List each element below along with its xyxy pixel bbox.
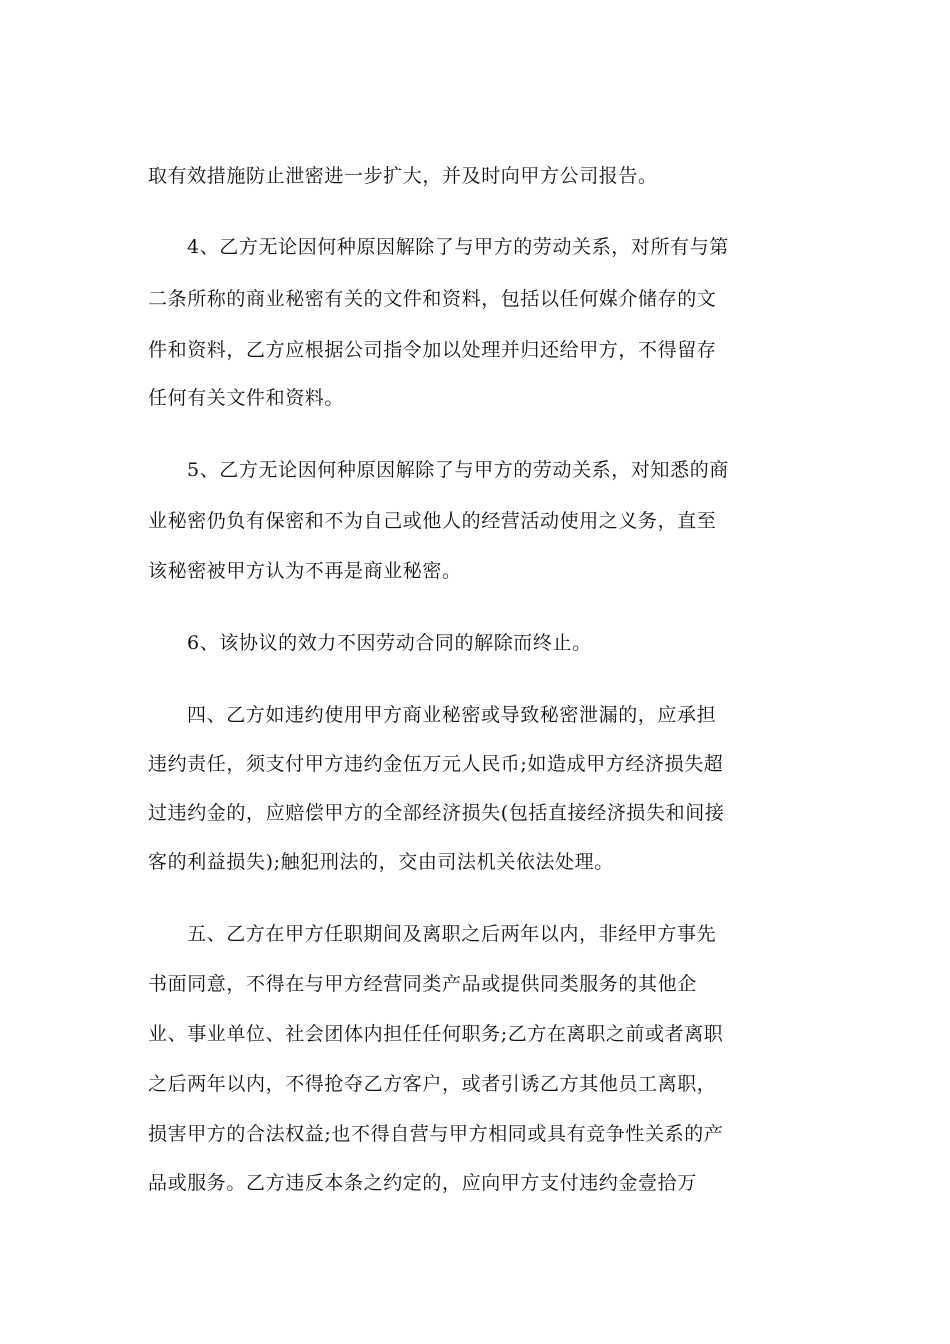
text-line: 件和资料，乙方应根据公司指令加以处理并归还给甲方，不得留存	[148, 339, 717, 361]
text-line: 5、乙方无论因何种原因解除了与甲方的劳动关系，对知悉的商	[187, 459, 729, 481]
text-line: 4、乙方无论因何种原因解除了与甲方的劳动关系，对所有与第	[187, 236, 729, 258]
text-line: 该秘密被甲方认为不再是商业秘密。	[148, 560, 462, 582]
text-line: 取有效措施防止泄密进一步扩大，并及时向甲方公司报告。	[148, 165, 658, 187]
text-line: 五、乙方在甲方任职期间及离职之后两年以内，非经甲方事先	[187, 923, 717, 945]
text-line: 品或服务。乙方违反本条之约定的，应向甲方支付违约金壹拾万	[148, 1172, 697, 1194]
text-line: 四、乙方如违约使用甲方商业秘密或导致秘密泄漏的，应承担	[187, 704, 717, 726]
text-line: 二条所称的商业秘密有关的文件和资料，包括以任何媒介储存的文	[148, 288, 717, 310]
text-line: 损害甲方的合法权益;也不得自营与甲方相同或具有竞争性关系的产	[148, 1123, 724, 1145]
text-line: 书面同意，不得在与甲方经营同类产品或提供同类服务的其他企	[148, 973, 697, 995]
text-line: 违约责任，须支付甲方违约金伍万元人民币;如造成甲方经济损失超	[148, 753, 724, 775]
text-line: 业秘密仍负有保密和不为自己或他人的经营活动使用之义务，直至	[148, 510, 717, 532]
text-line: 业、事业单位、社会团体内担任任何职务;乙方在离职之前或者离职	[148, 1023, 724, 1045]
text-line: 6、该协议的效力不因劳动合同的解除而终止。	[187, 632, 592, 654]
text-line: 客的利益损失);触犯刑法的，交由司法机关依法处理。	[148, 851, 614, 873]
text-line: 之后两年以内，不得抢夺乙方客户，或者引诱乙方其他员工离职，	[148, 1073, 717, 1095]
text-line: 过违约金的，应赔偿甲方的全部经济损失(包括直接经济损失和间接	[148, 802, 725, 824]
text-line: 任何有关文件和资料。	[148, 387, 345, 409]
